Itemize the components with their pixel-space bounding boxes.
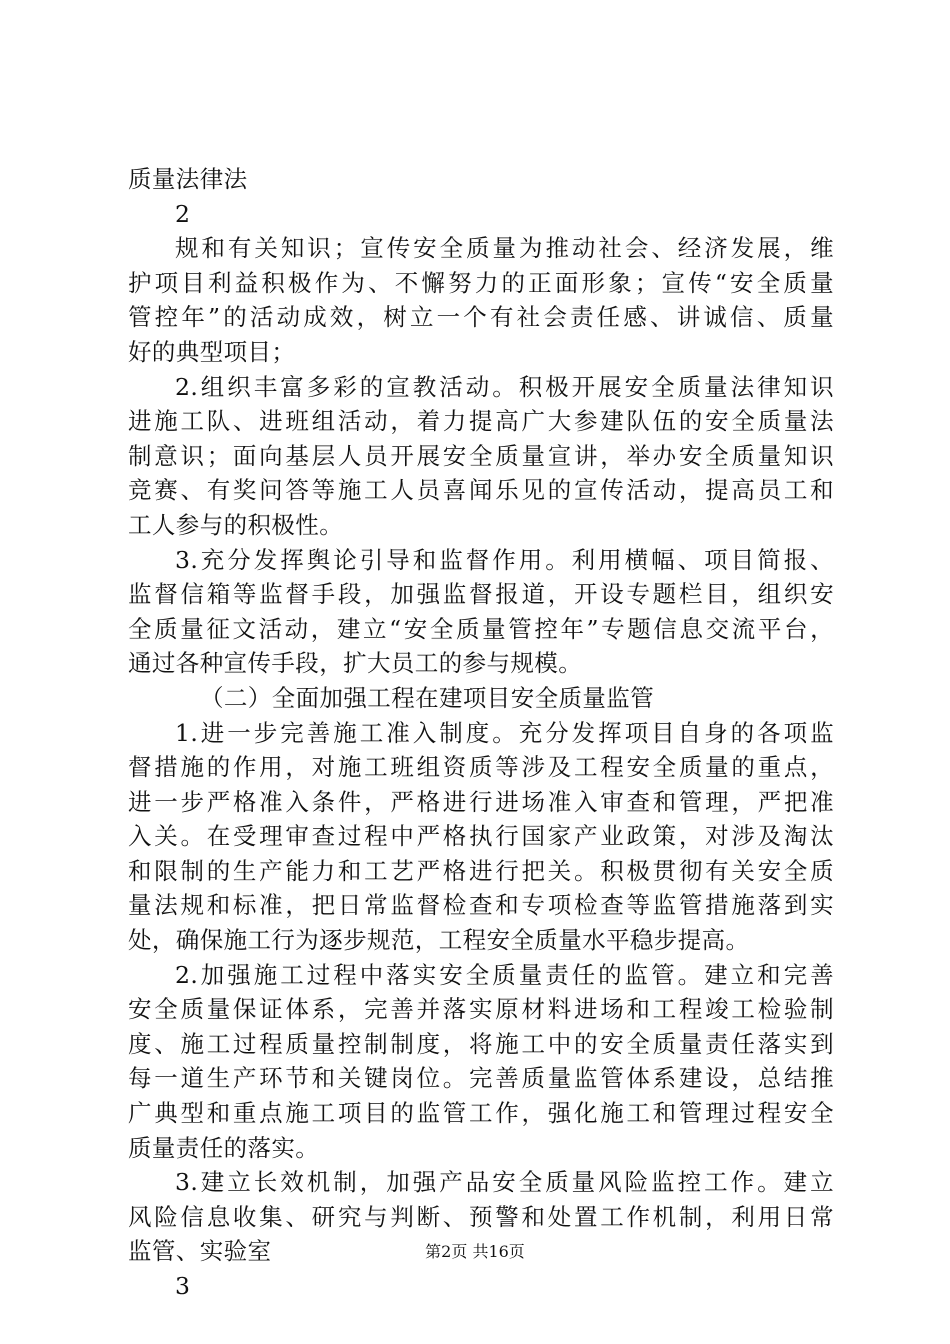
text-line: 度、施工过程质量控制制度，将施工中的安全质量责任落实到 xyxy=(128,1029,834,1058)
text-line: 全质量征文活动，建立“安全质量管控年”专题信息交流平台， xyxy=(128,614,834,643)
text-line: 工人参与的积极性。 xyxy=(128,510,344,539)
page-footer: 第2页 共16页 xyxy=(425,1242,525,1261)
paragraph-start-line: 3.建立长效机制，加强产品安全质量风险监控工作。建立 xyxy=(175,1168,834,1197)
text-line: 督措施的作用，对施工班组资质等涉及工程安全质量的重点， xyxy=(128,753,834,782)
text-line: 每一道生产环节和关键岗位。完善质量监管体系建设，总结推 xyxy=(128,1064,834,1093)
text-line: 和限制的生产能力和工艺严格进行把关。积极贯彻有关安全质 xyxy=(128,856,834,885)
text-line: 监管、实验室 xyxy=(128,1237,272,1266)
text-line: 进施工队、进班组活动，着力提高广大参建队伍的安全质量法 xyxy=(128,407,834,436)
paragraph-start-line: 1.进一步完善施工准入制度。充分发挥项目自身的各项监 xyxy=(175,718,834,747)
paragraph-start-line: 3.充分发挥舆论引导和监督作用。利用横幅、项目简报、 xyxy=(175,545,834,574)
document-body xyxy=(128,162,834,1304)
text-line: 竞赛、有奖问答等施工人员喜闻乐见的宣传活动，提高员工和 xyxy=(128,476,834,505)
text-line: 处，确保施工行为逐步规范，工程安全质量水平稳步提高。 xyxy=(128,926,750,955)
page-number-marker: 2 xyxy=(175,199,191,228)
text-line: 入关。在受理审查过程中严格执行国家产业政策，对涉及淘汰 xyxy=(128,822,834,851)
section-heading: （二）全面加强工程在建项目安全质量监管 xyxy=(200,683,655,712)
text-line: 通过各种宣传手段，扩大员工的参与规模。 xyxy=(128,649,583,678)
text-line: 监督信箱等监督手段，加强监督报道，开设专题栏目，组织安 xyxy=(128,580,834,609)
page-number-marker: 3 xyxy=(175,1272,191,1300)
paragraph-start-line: 2.加强施工过程中落实安全质量责任的监管。建立和完善 xyxy=(175,960,834,989)
text-line: 量法规和标准，把日常监督检查和专项检查等监管措施落到实 xyxy=(128,891,834,920)
text-line: 护项目利益积极作为、不懈努力的正面形象；宣传“安全质量 xyxy=(128,268,834,297)
text-line: 质量责任的落实。 xyxy=(128,1133,320,1162)
text-line: 安全质量保证体系，完善并落实原材料进场和工程竣工检验制 xyxy=(128,995,834,1024)
text-line: 制意识；面向基层人员开展安全质量宣讲，举办安全质量知识 xyxy=(128,441,834,470)
text-line: 进一步严格准入条件，严格进行进场准入审查和管理，严把准 xyxy=(128,787,834,816)
paragraph-start-line: 2.组织丰富多彩的宣教活动。积极开展安全质量法律知识 xyxy=(175,372,834,401)
text-line: 广典型和重点施工项目的监管工作，强化施工和管理过程安全 xyxy=(128,1099,834,1128)
text-line: 风险信息收集、研究与判断、预警和处置工作机制，利用日常 xyxy=(128,1202,834,1231)
text-line: 好的典型项目； xyxy=(128,337,296,366)
text-line: 质量法律法 xyxy=(128,165,248,193)
text-line: 管控年”的活动成效，树立一个有社会责任感、讲诚信、质量 xyxy=(128,303,834,332)
text-line: 规和有关知识；宣传安全质量为推动社会、经济发展，维 xyxy=(175,234,834,263)
